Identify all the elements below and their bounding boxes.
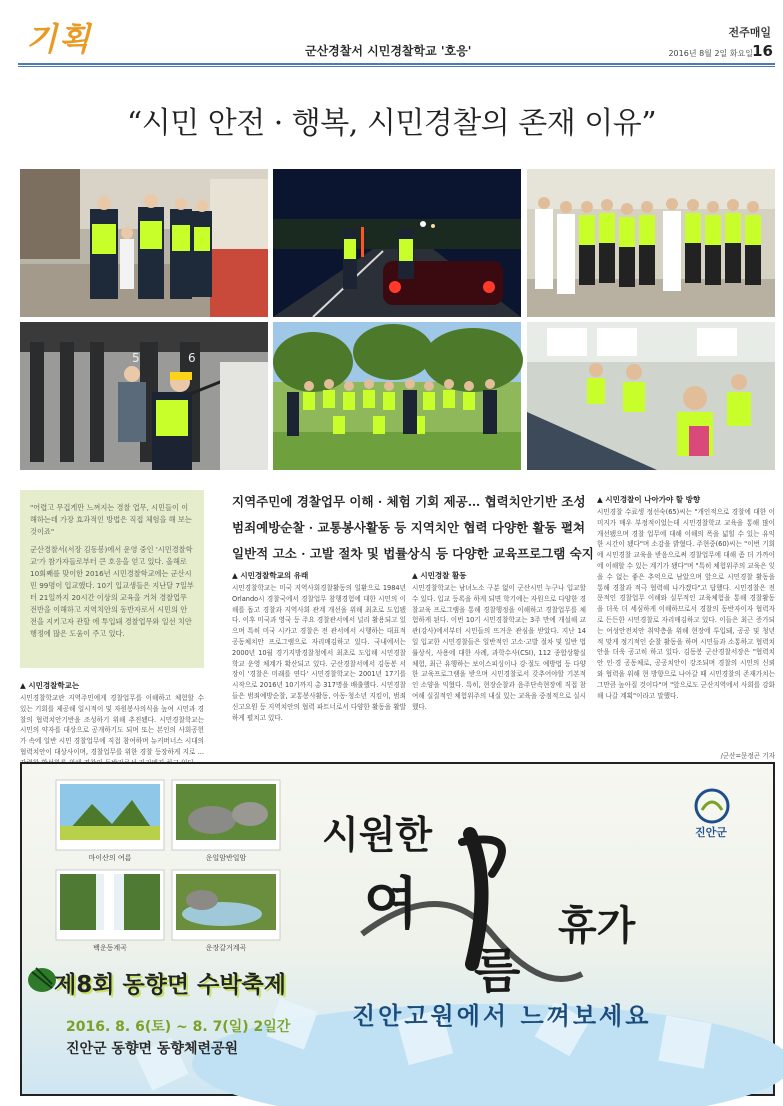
photo-police-with-child <box>20 169 268 317</box>
section-title-3: ▲ 시민경찰 활동 <box>412 571 467 580</box>
section-body-1: 시민경찰학교란 지역주민에게 경찰업무를 이해하고 체험할 수 있는 기회를 제공해 일시적이 및 자원봉사의식을 높여 시민과 경찰의 협력치안기반을 조성하기 위해 추진됐다. 시민경찰학교는 시민의 약자를 대상으로 공개하기도 되며 또는 본인의 사회공헌가 속에 일반 시민 경찰업무에 직접 참여하며 뉴커버너스 시대의 협력치안이 대상사이며, 경찰업무를 위한 경찰 등장하게 지로 ... <box>20 694 204 756</box>
column-3 <box>412 566 586 758</box>
photo-classroom <box>527 322 775 470</box>
ad-festival-venue: 진안군 동향면 동향체련공원 <box>66 1041 239 1057</box>
section-title-1: ▲ 시민경찰학교는 <box>20 681 80 690</box>
photo-night-checkpoint <box>273 169 521 317</box>
ad-caption-1: 마이산의 여름 <box>88 854 132 862</box>
section-body-2: 시민경찰학교는 미국 지역사회경찰활동의 일환으로 1984년 Orlando시 경찰국에서 경찰업무 참행경험에 대한 시민의 이해를 돕고 경찰과 지역사회 관계 개선을 위해 최초로 도입됐다. 이후 미국과 영국 등 주요 경찰관서에서 널리 활용되고 있으며 특히 미국 시카고 경찰은 전 관서에서 시행하는 대표적 공동체치안 프로그램으로 자리매김하고 있다. 국내에서는 2000년 10월 경기지방경찰청에서 최초로 도입해 시민경찰학교 운영 체계가 확산되고 있다. 군산경찰서에서 김동봉 서장이 '경찰은 미래를 연다' 시민경찰학교는 2001년 17기를 시작으로 2016년 10기까지 총 317명을 배출했다. 시민경찰들은 범죄예방순찰, 교통봉사활동, 아동·청소년 지킴이, 범죄신고요원 등 지역치안의 협력 파트너로서 다양한 활동을 활발하게 펼치고 있다. <box>232 584 406 722</box>
advertisement <box>20 762 775 1096</box>
ad-festival-dates: 2016. 8. 6(토) ~ 8. 7(일) 2일간 <box>66 1019 291 1035</box>
publication-date: 2016년 8월 2일 화요일 <box>668 49 753 58</box>
section-title-2: ▲ 시민경찰학교의 유래 <box>232 571 309 580</box>
ad-slogan-char-3: 휴가 <box>558 902 636 949</box>
headline: “시민 안전 · 행복, 시민경찰의 존재 이유” <box>126 106 657 141</box>
svg-text:6: 6 <box>188 351 196 365</box>
lead-box <box>20 490 204 668</box>
series-title: 군산경찰서 시민경찰학교 '호응' <box>305 44 472 58</box>
subhead-1: 지역주민에 경찰업무 이해 · 체험 기회 제공… 협력치안기반 조성 <box>232 494 586 509</box>
lead-body: 군산경찰서(서장 김동봉)에서 운영 중인 '시민경찰학교'가 참가자들로부터 큰 호응을 얻고 있다. 올해로 10회째를 맞이한 2016년 시민경찰학교에는 군산시민 99명이 입교했다. 10기 입교생들은 지난달 7일부터 21일까지 20시간 이상의 교육을 거쳐 경찰업무 전반을 이해하고 지역치안의 동반자로서 시민의 안전을 지키고자 관할 에 투입돼 경찰업무와 일선 치안행정에 많은 도움이 주고 있다. <box>30 545 194 638</box>
column-2 <box>232 566 406 758</box>
ad-slogan-char-2: 름 <box>474 943 521 999</box>
lead-quote: "어렵고 무겁게만 느껴지는 경찰 업무, 시민들이 이해하는데 가장 효과적인 방법은 직접 체험을 해 보는 것이죠" <box>30 503 192 536</box>
header-rule-thin <box>18 66 775 67</box>
section-title-4: ▲ 시민경찰이 나아가야 할 방향 <box>597 495 701 504</box>
section-label: 기획 <box>26 20 92 58</box>
byline: /군산=문정곤 기자 <box>720 752 775 760</box>
ad-tagline: 진안고원에서 느껴보세요 <box>352 1002 652 1030</box>
ad-caption-3: 백운동계곡 <box>93 944 127 952</box>
svg-text:5: 5 <box>132 351 140 365</box>
column-1 <box>20 676 204 758</box>
subhead-3: 일반적 고소 · 고발 절차 및 법률상식 등 다양한 교육프로그램 숙지 <box>232 546 594 561</box>
section-body-4: 시민경찰 수료생 정선숙(65)씨는 "개인적으로 경찰에 대한 이미지가 매우 부정적이었는데 시민경찰학교 교육을 통해 많이 개선됐으며 경찰 업무에 대해 이해의 폭을 넓힐 수 있는 유익한 시간이 됐다"며 소감을 밝혔다. 주현중(60)씨는 "이번 기회에 시민경찰 교육을 받음으로써 경찰업무에 대해 좀 더 가까이에 이해할 수 있는 계기가 됐다"며 "특히 체험위주의 교육은 잊을 수 없는 좋은 추억으로 남았으며 앞으로 시민경찰 활동을 통해 경찰과 적극 협력해 나가겠다"고 답했다. 시민경찰은 전문적인 경찰업무 이해와 실무적인 교육체험을 통해 경찰활동을 더욱 더 세심하게 이해하므로서 경찰의 동반자이자 협력자로 든든한 시민경찰로 자리매김하고 있다. 이들은 최근 증가되는 여성안전치안 취약층을 위해 현장에 투입돼, 공공 및 청년적 맞게 정기적인 순찰 활동을 하며 시민들과 소통하고 협력치안을 더욱 공고히 하고 있다. 김동봉 군산경찰서장은 "협력치안 인·경 공동체로, 공공치안이 강조되며 경찰의 시민의 신뢰와 협력을 위해 현 방향으로 나아갈 때 시민경찰의 존재가치는 그만큼 높아질 것이다"며 "앞으로도 군산지역에서 사회를 강화해 나갈 계획"이라고 말했다. <box>597 508 775 700</box>
newspaper-name: 전주매일 <box>728 26 771 39</box>
subheads <box>232 489 597 567</box>
column-4 <box>597 490 775 758</box>
photo-group-indoor <box>527 169 775 317</box>
ad-slogan-top: 시원한 <box>322 812 433 857</box>
photo-group-outdoor <box>273 322 521 470</box>
ad-caption-4: 운장갈거계곡 <box>205 944 247 952</box>
page-number: 16 <box>752 42 773 60</box>
subhead-2: 범죄예방순찰 · 교통봉사활동 등 지역치안 협력 다양한 활동 펼쳐 <box>232 520 586 535</box>
photo-shooting-range <box>20 322 268 470</box>
ad-brand: 진안군 <box>695 826 727 839</box>
page-header <box>0 0 783 66</box>
header-rule <box>18 63 775 65</box>
ad-caption-2: 운일암반일암 <box>205 854 247 862</box>
ad-slogan-char-1: 여 <box>364 871 419 937</box>
section-body-3: 시민경찰학교는 남녀노소 구분 없이 군산시민 누구나 입교할 수 있다. 입교 등록을 하게 되면 학기에는 자원으로 다양한 경찰교육 프로그램을 통해 경찰행정을 이해하고 경찰업무를 체험하게 된다. 이번 10기 시민경찰학교는 3주 만에 개설해 교관(강사)에서부터 시민들의 뜨거운 관심을 받았다. 지난 14일 입교한 시민경찰들은 일반적인 고소·고발 절차 및 일반 법률상식, 사용에 대한 사례, 과학수사(CSI), 112 종합상황실 체험, 최근 유행하는 보이스피싱이나 강·절도 예방법 등 다양한 교육프로그램을 받으며 시민경찰로서 갖추어야할 기본적인 소양을 익혔다. 특히, 현장순찰과 음주단속현장에 직접 참여해 실질적인 체험위주의 내실 있는 교육을 중점적으로 실시했다. <box>412 584 586 711</box>
ad-festival-title: 제8회 동향면 수박축제 <box>54 972 286 998</box>
